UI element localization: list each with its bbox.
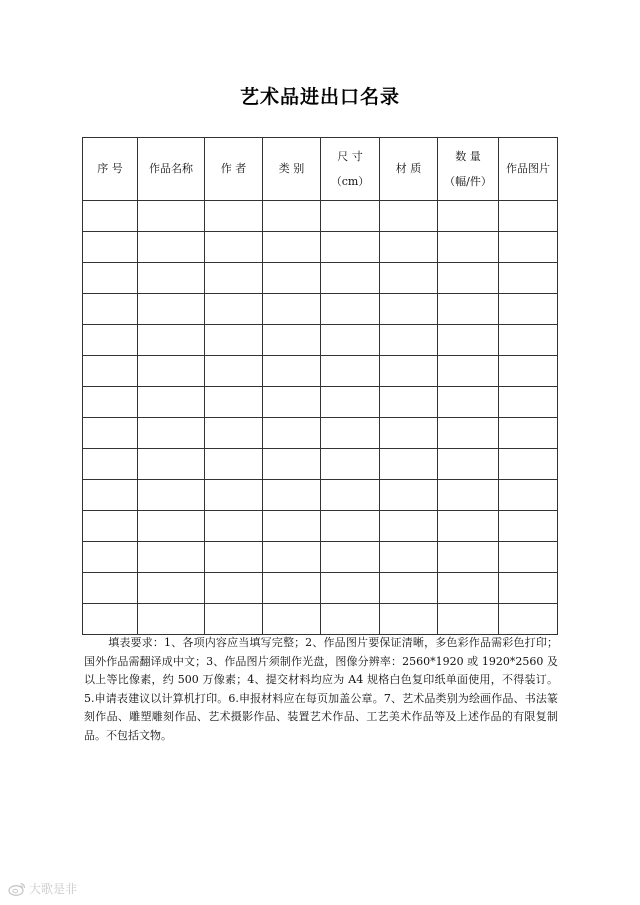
- table-cell: [263, 263, 321, 294]
- header-work-image: 作品图片: [499, 138, 558, 201]
- table-cell: [138, 325, 205, 356]
- table-cell: [321, 418, 380, 449]
- table-cell: [499, 542, 558, 573]
- header-author: 作 者: [205, 138, 263, 201]
- table-cell: [138, 511, 205, 542]
- table-cell: [438, 263, 499, 294]
- table-cell: [263, 511, 321, 542]
- table-cell: [205, 356, 263, 387]
- table-cell: [83, 418, 138, 449]
- table-cell: [138, 263, 205, 294]
- table-cell: [380, 542, 438, 573]
- table-cell: [138, 232, 205, 263]
- table-cell: [263, 356, 321, 387]
- table-cell: [321, 232, 380, 263]
- table-cell: [138, 604, 205, 635]
- watermark-text: 大歌是非: [29, 882, 78, 896]
- table-cell: [438, 449, 499, 480]
- table-cell: [205, 418, 263, 449]
- table-cell: [499, 418, 558, 449]
- table-cell: [138, 294, 205, 325]
- table-cell: [321, 263, 380, 294]
- table-cell: [380, 511, 438, 542]
- table-cell: [321, 325, 380, 356]
- table-cell: [321, 511, 380, 542]
- table-cell: [438, 201, 499, 232]
- table-cell: [83, 480, 138, 511]
- table-cell: [321, 201, 380, 232]
- table-cell: [321, 294, 380, 325]
- table-cell: [263, 325, 321, 356]
- table-body: [83, 201, 558, 635]
- table-cell: [380, 604, 438, 635]
- table-cell: [83, 356, 138, 387]
- table-cell: [205, 542, 263, 573]
- table-cell: [83, 263, 138, 294]
- table-cell: [83, 573, 138, 604]
- table-cell: [380, 387, 438, 418]
- table-cell: [499, 232, 558, 263]
- table-row: [83, 418, 558, 449]
- weibo-logo-icon: [8, 882, 26, 896]
- table-cell: [263, 232, 321, 263]
- table-row: [83, 480, 558, 511]
- records-table: [82, 137, 558, 635]
- table-cell: [438, 325, 499, 356]
- table-cell: [83, 542, 138, 573]
- table-cell: [263, 480, 321, 511]
- table-cell: [438, 511, 499, 542]
- table-row: [83, 294, 558, 325]
- table-cell: [499, 387, 558, 418]
- table-cell: [499, 573, 558, 604]
- table-cell: [205, 604, 263, 635]
- header-category: 类 别: [263, 138, 321, 201]
- table-cell: [263, 418, 321, 449]
- table-row: [83, 449, 558, 480]
- table-cell: [380, 418, 438, 449]
- table-row: [83, 573, 558, 604]
- table-cell: [499, 449, 558, 480]
- header-size: 尺 寸 （cm）: [321, 138, 380, 201]
- table-row: [83, 511, 558, 542]
- table-cell: [499, 263, 558, 294]
- table-cell: [138, 480, 205, 511]
- table-cell: [438, 387, 499, 418]
- table-cell: [321, 356, 380, 387]
- table-cell: [83, 325, 138, 356]
- table-cell: [438, 294, 499, 325]
- table-cell: [83, 387, 138, 418]
- table-cell: [438, 573, 499, 604]
- table-cell: [83, 511, 138, 542]
- table-cell: [380, 232, 438, 263]
- table-header-row: [83, 138, 558, 201]
- table-cell: [205, 294, 263, 325]
- table-cell: [380, 294, 438, 325]
- table-cell: [380, 573, 438, 604]
- table-cell: [438, 232, 499, 263]
- table-cell: [83, 604, 138, 635]
- table-row: [83, 604, 558, 635]
- table-cell: [499, 201, 558, 232]
- table-cell: [499, 325, 558, 356]
- table-cell: [380, 201, 438, 232]
- table-cell: [138, 573, 205, 604]
- table-cell: [205, 387, 263, 418]
- table-row: [83, 387, 558, 418]
- filling-requirements-notes: 填表要求：1、各项内容应当填写完整；2、作品图片要保证清晰，多色彩作品需彩色打印；国外作品需翻译成中文；3、作品图片须制作光盘，图像分辨率：2560*1920 或 1920*2560 及以上等比像素，约 500 万像素；4、提交材料均应为 A4 规格白色复印纸单面使用，不得装订。5.申请表建议以计算机打印。6.申报材料应在每页加盖公章。7、艺术品类别为绘画作品、书法篆刻作品、雕塑雕刻作品、艺术摄影作品、装置艺术作品、工艺美术作品等及上述作品的有限复制品。不包括文物。: [84, 636, 558, 742]
- table-cell: [321, 480, 380, 511]
- header-quantity: 数 量 （幅/件）: [438, 138, 499, 201]
- table-cell: [83, 449, 138, 480]
- table-cell: [138, 418, 205, 449]
- table-cell: [380, 449, 438, 480]
- table-cell: [499, 294, 558, 325]
- table-cell: [205, 573, 263, 604]
- table-cell: [499, 511, 558, 542]
- table-cell: [380, 480, 438, 511]
- table-cell: [499, 480, 558, 511]
- table-cell: [138, 449, 205, 480]
- table-cell: [263, 294, 321, 325]
- table-cell: [138, 542, 205, 573]
- table-cell: [263, 573, 321, 604]
- table-cell: [438, 542, 499, 573]
- table-cell: [263, 387, 321, 418]
- page-title: 艺术品进出口名录: [239, 86, 400, 108]
- table-cell: [380, 356, 438, 387]
- table-row: [83, 356, 558, 387]
- table-cell: [205, 263, 263, 294]
- table-cell: [263, 542, 321, 573]
- table-cell: [380, 263, 438, 294]
- table-row: [83, 542, 558, 573]
- table-cell: [205, 325, 263, 356]
- table-cell: [205, 480, 263, 511]
- header-serial-number: 序 号: [83, 138, 138, 201]
- table-cell: [138, 387, 205, 418]
- table-cell: [321, 387, 380, 418]
- table-cell: [380, 325, 438, 356]
- table-cell: [205, 201, 263, 232]
- table-cell: [321, 604, 380, 635]
- table-cell: [263, 201, 321, 232]
- table-row: [83, 232, 558, 263]
- table-cell: [205, 449, 263, 480]
- watermark: [8, 880, 77, 897]
- table-row: [83, 201, 558, 232]
- table-row: [83, 263, 558, 294]
- table-cell: [138, 356, 205, 387]
- table-cell: [499, 604, 558, 635]
- table-cell: [83, 294, 138, 325]
- header-work-name: 作品名称: [138, 138, 205, 201]
- table-cell: [321, 449, 380, 480]
- table-cell: [205, 511, 263, 542]
- table-row: [83, 325, 558, 356]
- table-cell: [83, 201, 138, 232]
- table-cell: [321, 573, 380, 604]
- table-cell: [438, 356, 499, 387]
- table-cell: [83, 232, 138, 263]
- table-cell: [263, 449, 321, 480]
- table-cell: [263, 604, 321, 635]
- table-cell: [138, 201, 205, 232]
- table-cell: [321, 542, 380, 573]
- table-cell: [438, 418, 499, 449]
- table-cell: [205, 232, 263, 263]
- table-cell: [438, 480, 499, 511]
- table-cell: [438, 604, 499, 635]
- table-cell: [499, 356, 558, 387]
- header-material: 材 质: [380, 138, 438, 201]
